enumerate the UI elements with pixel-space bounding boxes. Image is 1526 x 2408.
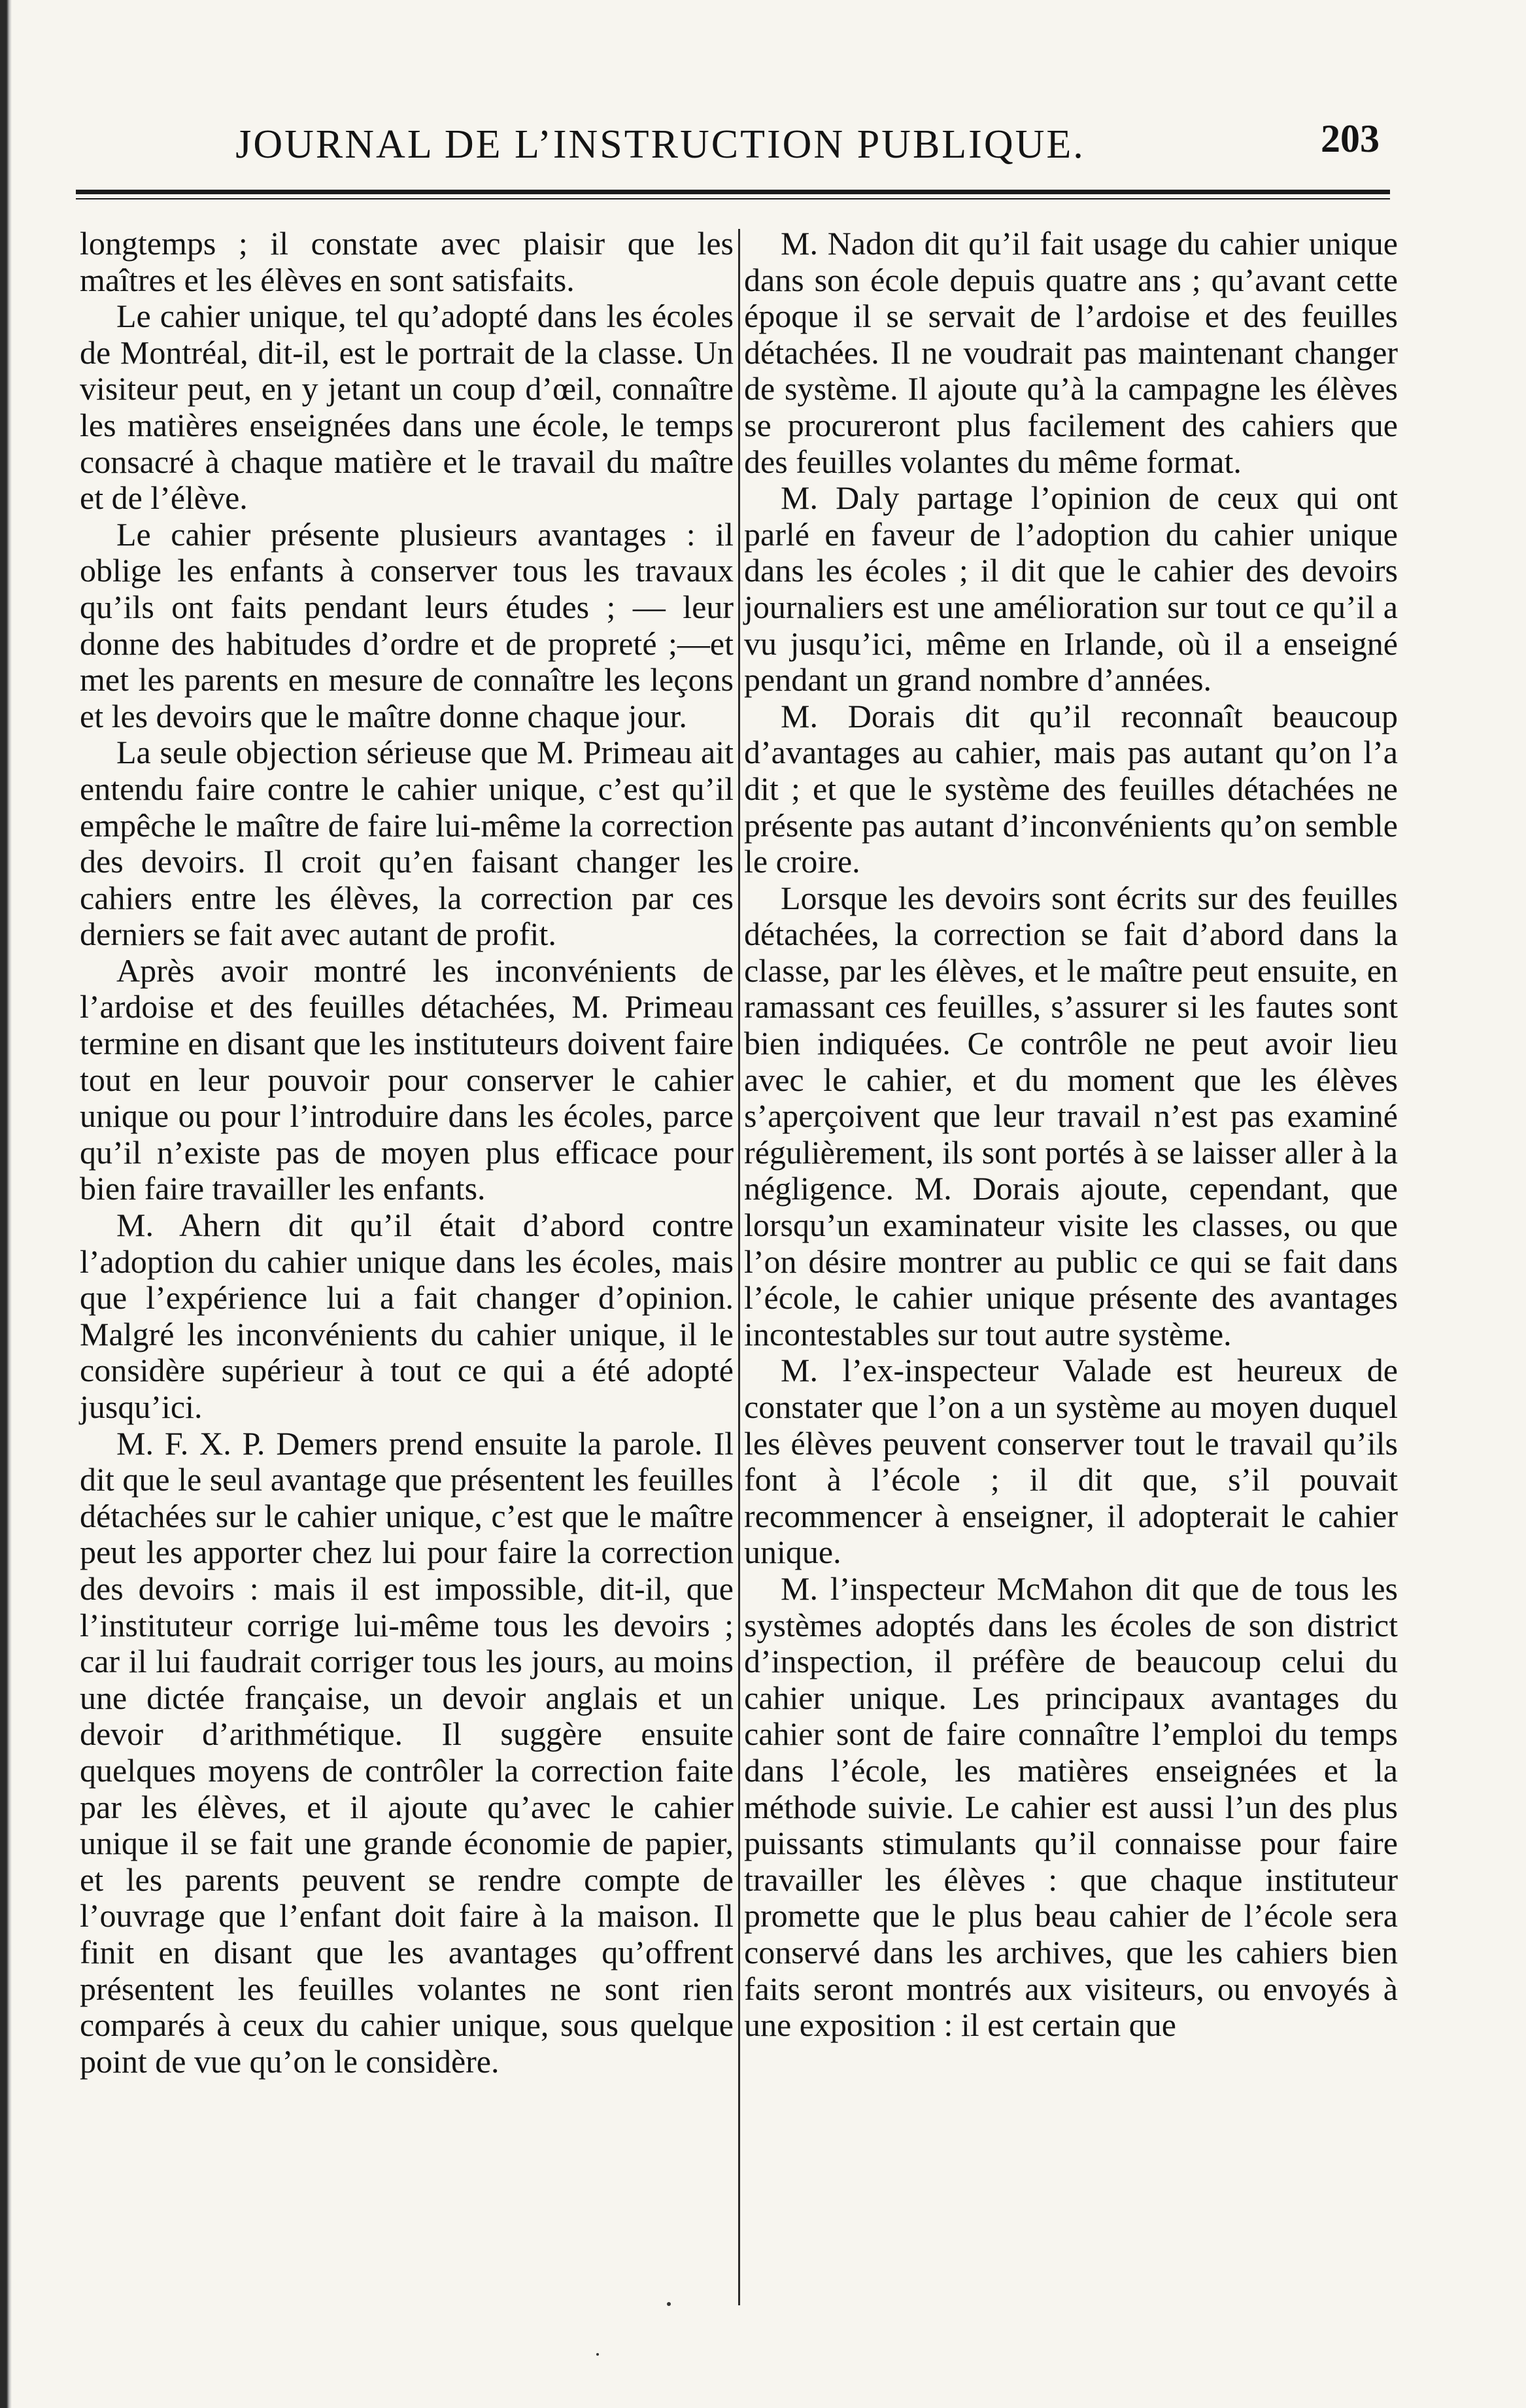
paragraph: M. Dorais dit qu’il reconnaît beaucoup d’avantages au cahier, mais pas autant qu’on l’a dit ; et que le système des feuilles détachées ne présente pas autant d’inconvénients qu’on semble le croire. xyxy=(744,697,1398,880)
paragraph: longtemps ; il constate avec plaisir que les maîtres et les élèves en sont satisfaits. xyxy=(80,225,734,298)
paragraph: Lorsque les devoirs sont écrits sur des feuilles détachées, la correction se fait d’abord dans la classe, par les élèves, et le maître peut ensuite, en ramassant ces feuilles, s’assurer si les fautes sont bien indiquées. Ce contrôle ne peut avoir lieu avec le cahier, et du moment que les élèves s’aperçoivent que leur travail n’est pas examiné régulièrement, ils sont portés à se laisser aller à la négligence. M. Dorais ajoute, cependant, que lorsqu’un examinateur visite les classes, ou que l’on désire montrer au public ce qui se fait dans l’école, le cahier unique présente des avantages incontestables sur tout autre système. xyxy=(744,879,1398,1352)
paragraph: M. Daly partage l’opinion de ceux qui ont parlé en faveur de l’adoption du cahier unique dans les écoles ; il dit que le cahier des devoirs journaliers est une amélioration sur tout ce qu’il a vu jusqu’ici, même en Irlande, où il a enseigné pendant un grand nombre d’années. xyxy=(744,479,1398,698)
running-header xyxy=(92,110,1399,182)
right-column xyxy=(744,226,1398,2044)
journal-title: JOURNAL DE L’INSTRUCTION PUBLIQUE. xyxy=(235,122,1085,167)
paragraph: M. Ahern dit qu’il était d’abord contre l’adoption du cahier unique dans les écoles, mais que l’expérience lui a fait changer d’opinion. Malgré les inconvénients du cahier unique, il le considère supérieur à tout ce qui a été adopté jusqu’ici. xyxy=(80,1207,734,1425)
paragraph: La seule objection sérieuse que M. Primeau ait entendu faire contre le cahier unique, c’est qu’il empêche le maître de faire lui-même la correction des devoirs. Il croit qu’en faisant changer les cahiers entre les élèves, la correction par ces derniers se fait avec autant de profit. xyxy=(80,734,734,953)
ink-speck xyxy=(667,2302,671,2306)
header-rule-thin xyxy=(76,198,1390,199)
left-column xyxy=(80,226,734,2080)
paragraph: M. Nadon dit qu’il fait usage du cahier unique dans son école depuis quatre ans ; qu’avant cette époque il se servait de l’ardoise et des feuilles détachées. Il ne voudrait pas maintenant changer de système. Il ajoute qu’à la campagne les élèves se procureront plus facilement des cahiers que des feuilles volantes du même format. xyxy=(744,225,1398,480)
header-rule-thick xyxy=(76,190,1390,194)
column-divider xyxy=(738,229,740,2305)
ink-speck xyxy=(596,2353,599,2356)
page-number: 203 xyxy=(1321,117,1380,160)
paragraph: M. l’inspecteur McMahon dit que de tous les systèmes adoptés dans les écoles de son district d’inspection, il préfère de beaucoup celui du cahier unique. Les principaux avantages du cahier sont de faire connaître l’emploi du temps dans l’école, les matières enseignées et la méthode suivie. Le cahier est aussi l’un des plus puissants stimulants qu’il connaisse pour faire travailler les élèves : que chaque instituteur promette que le plus beau cahier de l’école sera conservé dans les archives, que les cahiers bien faits seront montrés aux visiteurs, ou envoyés à une exposition : il est certain que xyxy=(744,1570,1398,2044)
paragraph: M. l’ex-inspecteur Valade est heureux de constater que l’on a un système au moyen duquel les élèves peuvent conserver tout le travail qu’ils font à l’école ; il dit que, s’il pouvait recommencer à enseigner, il adopterait le cahier unique. xyxy=(744,1352,1398,1571)
paragraph: M. F. X. P. Demers prend ensuite la parole. Il dit que le seul avantage que présentent les feuilles détachées sur le cahier unique, c’est que le maître peut les apporter chez lui pour faire la correction des devoirs : mais il est impossible, dit-il, que l’instituteur corrige lui-même tous les devoirs ; car il lui faudrait corriger tous les jours, au moins une dictée française, un devoir anglais et un devoir d’arithmétique. Il suggère ensuite quelques moyens de contrôler la correction faite par les élèves, et il ajoute qu’avec le cahier unique il se fait une grande économie de papier, et les parents peuvent se rendre compte de l’ouvrage que l’enfant doit faire à la maison. Il finit en disant que les avantages qu’offrent présentent les feuilles volantes ne sont rien comparés à ceux du cahier unique, sous quelque point de vue qu’on le considère. xyxy=(80,1424,734,2080)
paragraph: Le cahier présente plusieurs avantages : il oblige les enfants à conserver tous les travaux qu’ils ont faits pendant leurs études ; — leur donne des habitudes d’ordre et de propreté ;—et met les parents en mesure de connaître les leçons et les devoirs que le maître donne chaque jour. xyxy=(80,515,734,734)
paragraph: Après avoir montré les inconvénients de l’ardoise et des feuilles détachées, M. Primeau termine en disant que les instituteurs doivent faire tout en leur pouvoir pour conserver le cahier unique ou pour l’introduire dans les écoles, parce qu’il n’existe pas de moyen plus efficace pour bien faire travailler les enfants. xyxy=(80,952,734,1207)
paragraph: Le cahier unique, tel qu’adopté dans les écoles de Montréal, dit-il, est le portrait de la classe. Un visiteur peut, en y jetant un coup d’œil, connaître les matières enseignées dans une école, le temps consacré à chaque matière et le travail du maître et de l’élève. xyxy=(80,298,734,517)
page-binding-edge xyxy=(0,0,12,2408)
